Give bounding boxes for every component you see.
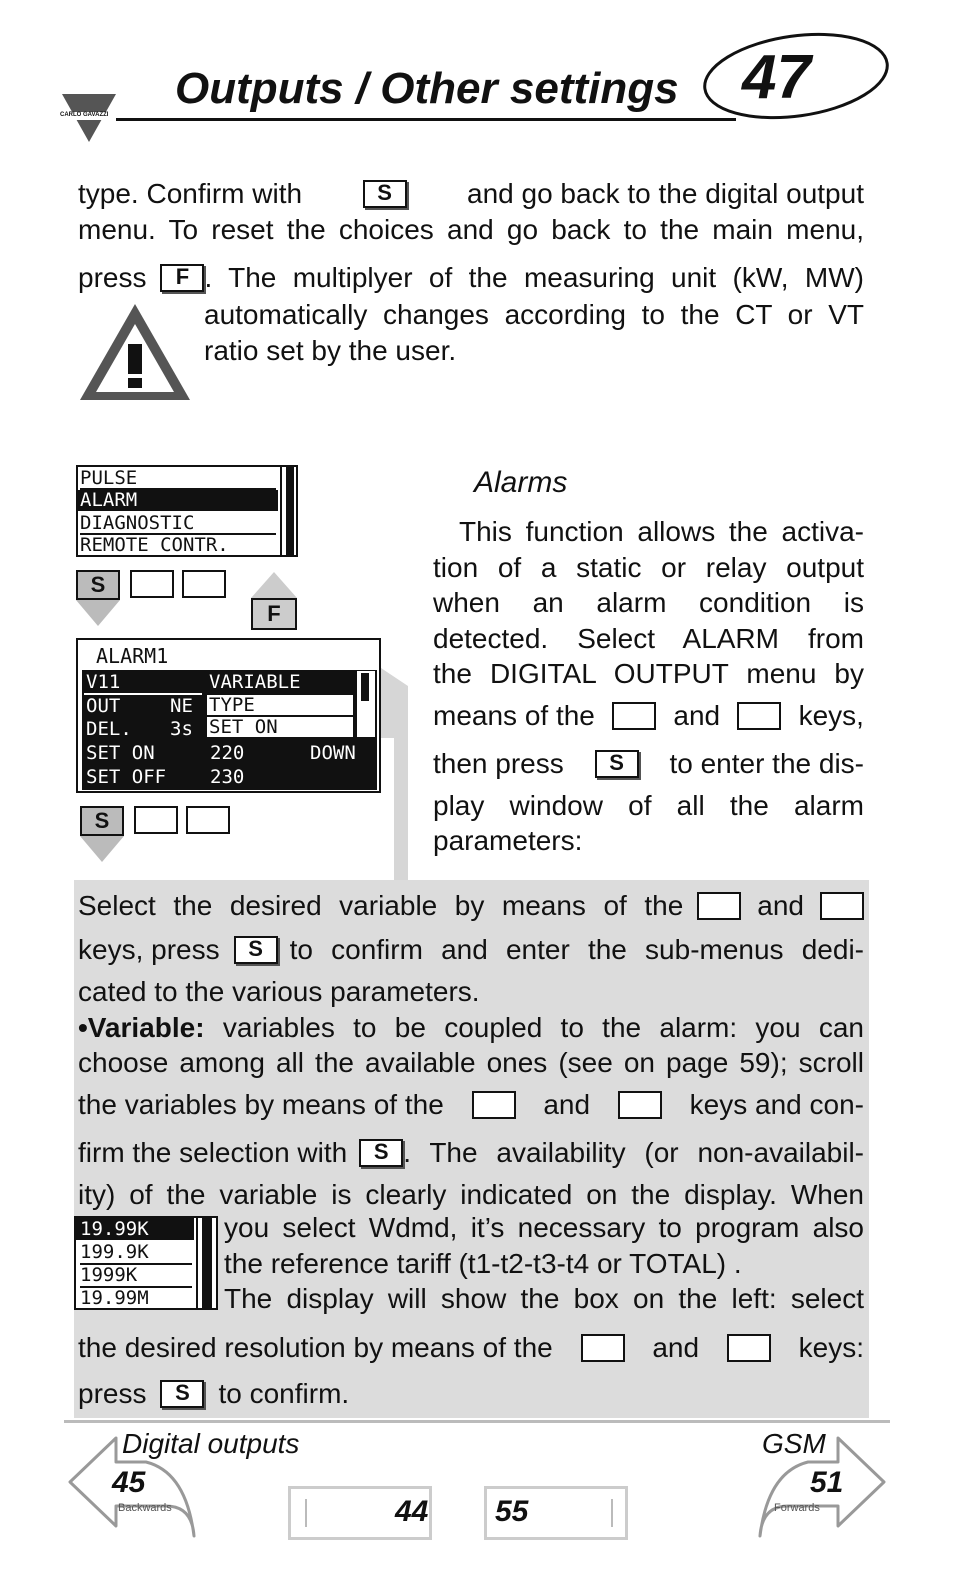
alarms-line: This function allows the activa- [459, 516, 864, 547]
box-line [78, 926, 864, 974]
s-key: S [234, 936, 278, 964]
key-row-1 [76, 570, 236, 630]
box-text: to confirm and enter the sub-menus dedi- [289, 934, 864, 966]
box-line: the reference tariff (t1-t2-t3-t4 or TOTAL) . [224, 1247, 742, 1279]
alarms-text-part: then press [433, 747, 564, 779]
menu-item: PULSE [80, 468, 276, 490]
forward-link-label[interactable]: GSM [762, 1428, 826, 1459]
forward-page-number[interactable]: 51 [810, 1466, 844, 1499]
alarm-row-v11: V11 [86, 671, 121, 693]
variable-label: •Variable: [78, 1011, 205, 1043]
resolution-text [224, 1210, 864, 1317]
box-text: and [757, 890, 804, 922]
s-key-label: S [90, 572, 106, 597]
submenu-item: TYPE [207, 695, 353, 715]
warning-icon [76, 300, 194, 404]
alarms-text [433, 514, 864, 859]
connector-arrow [378, 666, 410, 880]
box-text: Select the desired variable by means of the [78, 890, 684, 922]
intro-line-2: menu. To reset the choices and go back to the main menu, [78, 214, 864, 245]
logo-text: CARLO GAVAZZI [60, 112, 109, 118]
scrollbar [196, 1218, 198, 1308]
warning-line-2: ratio set by the user. [204, 335, 457, 366]
alarms-line-s [433, 740, 864, 788]
box-text: keys: [798, 1332, 864, 1364]
down-key [820, 892, 864, 920]
alarm-row-setoff: SET OFF [86, 766, 167, 788]
f-key-label: F [267, 601, 281, 626]
down-key [182, 570, 226, 598]
box-text: . The availability (or non-availabil- [403, 1136, 864, 1168]
intro-text: . The multiplyer of the measuring unit (kW, MW) [204, 262, 864, 293]
alarms-line: detected. Select ALARM from [433, 622, 864, 654]
page-title: Outputs / Other settings [175, 64, 679, 113]
intro-line-3 [78, 260, 864, 296]
menu-item-selected: ALARM [78, 490, 278, 511]
s-key: S [160, 1380, 204, 1408]
alarm-title: ALARM1 [96, 644, 169, 668]
footer-rule [64, 1420, 890, 1423]
box-text: firm the selection with [78, 1136, 348, 1168]
box-line [78, 1374, 349, 1414]
alarms-text-part: and [673, 699, 721, 731]
resolution-selected: 19.99K [76, 1218, 194, 1240]
back-page-number[interactable]: 45 [112, 1466, 146, 1499]
alarm-display [76, 638, 381, 793]
alarm-row-seton: SET ON [86, 742, 155, 764]
last-page-number: 55 [495, 1495, 529, 1528]
last-page-button[interactable] [484, 1486, 628, 1540]
s-key: S [363, 180, 407, 208]
box-line [78, 1081, 864, 1129]
box-line: you select Wdmd, it’s necessary to program also [224, 1212, 864, 1243]
first-page-number: 44 [395, 1495, 429, 1528]
up-key [581, 1334, 625, 1362]
box-line [78, 886, 864, 926]
alarms-text-part: keys, [798, 699, 864, 731]
box-text: and [652, 1332, 700, 1364]
alarm-row-seton-val: 220 [210, 742, 245, 764]
up-key [130, 570, 174, 598]
down-arrow-icon [76, 600, 120, 626]
alarms-line: play window of all the alarm [433, 789, 864, 821]
up-arrow-icon [251, 572, 297, 598]
intro-text: press [78, 262, 147, 293]
scrollbar-thumb [286, 467, 294, 555]
warning-line-1: automatically changes according to the CT or VT [204, 299, 864, 330]
box-line [78, 1326, 864, 1370]
s-key: S [595, 750, 639, 778]
box-text: and [543, 1088, 591, 1120]
back-link-label[interactable]: Digital outputs [122, 1428, 300, 1459]
down-key [186, 806, 230, 834]
f-key-gray [251, 598, 297, 630]
scrollbar [280, 467, 282, 555]
down-key [737, 702, 781, 730]
s-key-gray [80, 806, 124, 836]
menu-display [76, 465, 298, 557]
down-key [727, 1334, 771, 1362]
alarms-text-part: to enter the dis- [669, 747, 864, 779]
f-key: F [160, 264, 204, 292]
box-line: The display will show the box on the left: select [224, 1283, 864, 1314]
submenu-item: SET ON [207, 717, 353, 737]
key-row-2 [80, 806, 240, 866]
box-text: the desired resolution by means of the [78, 1332, 553, 1364]
header [0, 0, 954, 150]
alarm-row-seton-dir: DOWN [310, 742, 356, 764]
box-text: keys and con- [689, 1088, 864, 1120]
alarm-row-del: DEL. [86, 718, 132, 740]
forward-caption: Forwards [774, 1502, 820, 1514]
menu-item: REMOTE CONTR. [80, 534, 229, 556]
box-text: to confirm. [218, 1378, 350, 1410]
back-caption: Backwards [118, 1502, 172, 1514]
s-key-gray [76, 570, 120, 600]
alarms-text-part: means of the [433, 699, 595, 731]
up-key [472, 1091, 516, 1119]
header-rule [116, 118, 736, 121]
alarms-heading: Alarms [474, 466, 568, 499]
page-number: 47 [742, 43, 811, 112]
up-key [612, 702, 656, 730]
alarm-row-setoff-val: 230 [210, 766, 245, 788]
box-text: the variables by means of the [78, 1088, 444, 1120]
box-line [78, 1010, 864, 1046]
box-line [78, 1129, 864, 1177]
intro-line-1 [78, 176, 864, 212]
resolution-item: 19.99M [80, 1287, 149, 1309]
alarms-line: when an alarm condition is [433, 587, 864, 618]
alarm-row-out-val: NE [170, 695, 193, 717]
box-text: press [78, 1378, 147, 1410]
alarm-row-del-val: 3s [170, 718, 193, 740]
intro-text: type. Confirm with [78, 178, 303, 209]
box-line: cated to the various parameters. [78, 976, 480, 1007]
variable-box-text [78, 886, 864, 1212]
scrollbar-thumb [202, 1218, 212, 1308]
alarm-row-out: OUT [86, 695, 121, 717]
first-page-button[interactable] [288, 1486, 432, 1540]
resolution-display [74, 1216, 218, 1310]
intro-text: and go back to the digital output [467, 178, 864, 209]
box-text: keys, press [78, 934, 220, 966]
submenu-scrollbar-thumb [361, 673, 369, 701]
box-text: variables to be coupled to the alarm: you can [222, 1011, 864, 1043]
down-arrow-icon [80, 836, 124, 862]
resolution-item: 199.9K [80, 1242, 192, 1265]
resolution-item: 1999K [80, 1265, 192, 1288]
alarms-line: the DIGITAL OUTPUT menu by [433, 658, 864, 689]
alarms-line: parameters: [433, 825, 583, 856]
box-line: choose among all the available ones (see on page 59); scroll [78, 1047, 864, 1078]
submenu-item-selected: VARIABLE [209, 671, 301, 693]
s-key: S [359, 1139, 403, 1167]
alarms-line-keys [433, 692, 864, 740]
last-page-bar [611, 1499, 613, 1527]
up-key [134, 806, 178, 834]
first-page-bar [305, 1499, 307, 1527]
down-key [618, 1091, 662, 1119]
alarms-line: tion of a static or relay output [433, 551, 864, 583]
up-key [697, 892, 741, 920]
box-line: ity) of the variable is clearly indicated on the display. When [78, 1178, 864, 1210]
menu-item: DIAGNOSTIC [80, 513, 276, 535]
s-key-label: S [94, 808, 110, 833]
